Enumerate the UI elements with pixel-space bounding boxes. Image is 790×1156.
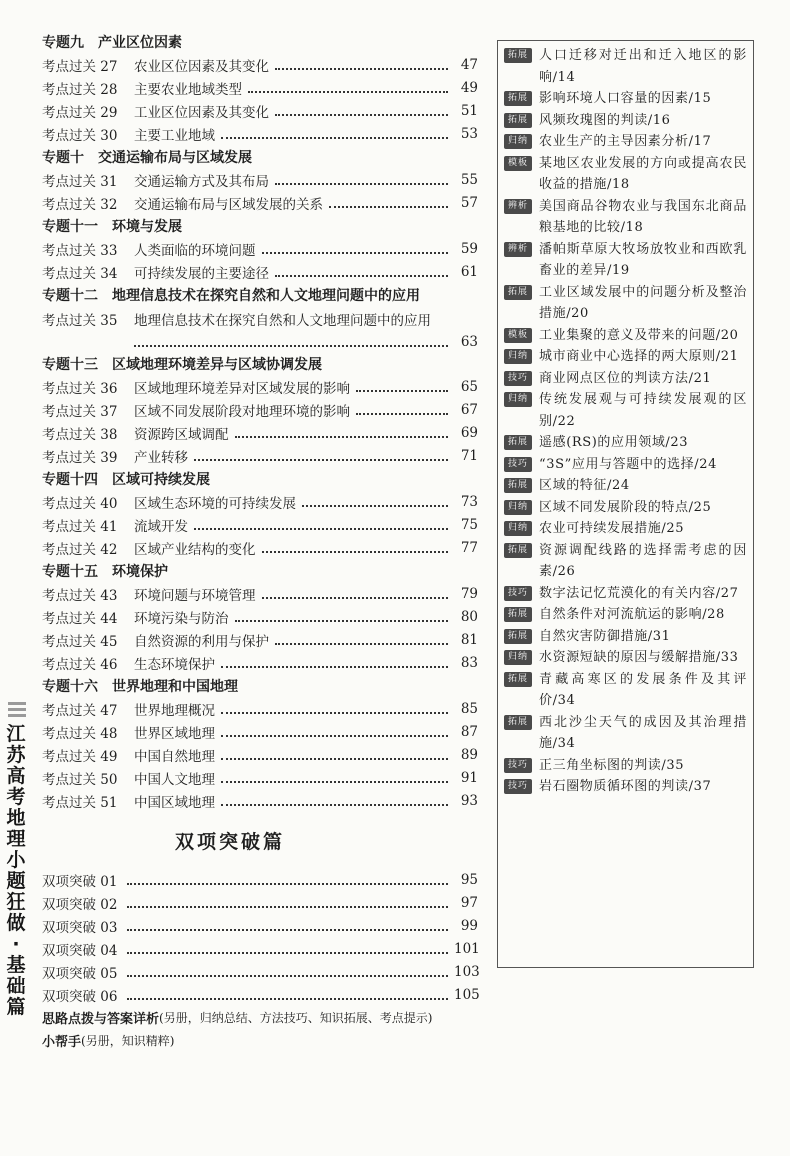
sidebar-item[interactable]: 拓展 自然灾害防御措施/31 [504,626,747,648]
dot-leader [235,620,449,622]
sidebar-item[interactable]: 模板 工业集聚的意义及带来的问题/20 [504,325,747,347]
toc-entry[interactable]: 双项突破 02 97 [42,894,478,913]
tag-badge: 归纳 [504,500,532,515]
sidebar-item[interactable]: 拓展 人口迁移对迁出和迁入地区的影响/14 [504,45,747,88]
toc-entry[interactable]: 考点过关 49 中国自然地理 89 [42,746,478,765]
section-heading[interactable]: 专题十六 世界地理和中国地理 [42,678,238,695]
toc-entry[interactable]: 考点过关 46 生态环境保护 83 [42,654,478,673]
dot-leader [221,666,448,668]
dot-leader [275,114,448,116]
dot-leader [194,528,448,530]
sidebar-item[interactable]: 技巧 商业网点区位的判读方法/21 [504,368,747,390]
sidebar-item[interactable]: 归纳 区域不同发展阶段的特点/25 [504,497,747,519]
spine-bars-top [8,702,26,720]
dot-leader [134,345,448,347]
toc-entry[interactable]: 考点过关 40 区域生态环境的可持续发展 73 [42,493,478,512]
sidebar-item[interactable]: 拓展 工业区域发展中的问题分析及整治措施/20 [504,282,747,325]
part-heading-dual-breakthrough[interactable]: 双项突破篇 [174,830,285,853]
toc-entry[interactable]: 双项突破 06 105 [42,986,480,1005]
tag-badge: 拓展 [504,91,532,106]
toc-entry[interactable]: 考点过关 29 工业区位因素及其变化 51 [42,102,478,121]
tag-badge: 技巧 [504,758,532,773]
section-heading[interactable]: 专题十一 环境与发展 [42,218,182,235]
tag-badge: 拓展 [504,478,532,493]
sidebar-item[interactable]: 技巧 岩石圈物质循环图的判读/37 [504,776,747,798]
sidebar-item[interactable]: 归纳 农业可持续发展措施/25 [504,518,747,540]
toc-entry[interactable]: 考点过关 47 世界地理概况 85 [42,700,478,719]
toc-entry[interactable]: 考点过关 39 产业转移 71 [42,447,478,466]
toc-entry[interactable]: 考点过关 27 农业区位因素及其变化 47 [42,56,478,75]
sidebar-item[interactable]: 拓展 自然条件对河流航运的影响/28 [504,604,747,626]
toc-entry[interactable]: 考点过关 41 流域开发 75 [42,516,478,535]
tag-badge: 模板 [504,328,532,343]
tag-badge: 归纳 [504,650,532,665]
toc-entry[interactable]: 考点过关 43 环境问题与环境管理 79 [42,585,478,604]
section-heading[interactable]: 专题十三 区域地理环境差异与区域协调发展 [42,356,322,373]
sidebar-item[interactable]: 技巧 “3S”应用与答题中的选择/24 [504,454,747,476]
toc-entry[interactable]: 考点过关 30 主要工业地域 53 [42,125,478,144]
dot-leader [221,712,448,714]
tag-badge: 拓展 [504,113,532,128]
dot-leader [127,906,448,908]
toc-entry[interactable]: 考点过关 33 人类面临的环境问题 59 [42,240,478,259]
dot-leader [127,998,448,1000]
dot-leader [329,206,448,208]
toc-entry[interactable]: 考点过关 36 区域地理环境差异对区域发展的影响 65 [42,378,478,397]
sidebar-item[interactable]: 辨析 潘帕斯草原大牧场放牧业和西欧乳畜业的差异/19 [504,239,747,282]
dot-leader [221,781,448,783]
dot-leader [127,975,448,977]
tag-badge: 拓展 [504,715,532,730]
tag-badge: 拓展 [504,672,532,687]
spine-text: 江苏高考地理 小题狂做·基础篇 [6,723,26,1018]
tag-badge: 拓展 [504,543,532,558]
dot-leader [302,505,448,507]
tag-badge: 辨析 [504,242,532,257]
tag-badge: 辨析 [504,199,532,214]
dot-leader [221,735,448,737]
dot-leader [275,183,448,185]
dot-leader [262,551,449,553]
sidebar-item[interactable]: 技巧 正三角坐标图的判读/35 [504,755,747,777]
dot-leader [221,758,448,760]
sidebar-item[interactable]: 拓展 影响环境人口容量的因素/15 [504,88,747,110]
sidebar-item[interactable]: 技巧 数字法记忆荒漠化的有关内容/27 [504,583,747,605]
toc-entry[interactable]: 考点过关 37 区域不同发展阶段对地理环境的影响 67 [42,401,478,420]
toc-entry[interactable]: 考点过关 34 可持续发展的主要途径 61 [42,263,478,282]
tag-badge: 归纳 [504,521,532,536]
dot-leader [262,252,449,254]
section-heading[interactable]: 专题十 交通运输布局与区域发展 [42,149,252,166]
toc-entry[interactable]: 考点过关 32 交通运输布局与区域发展的关系 57 [42,194,478,213]
footer-helper-note[interactable]: 小帮手 (另册，知识精粹) [42,1034,175,1050]
tag-badge: 归纳 [504,134,532,149]
tag-badge: 技巧 [504,586,532,601]
sidebar-item[interactable]: 模板 某地区农业发展的方向或提高农民收益的措施/18 [504,153,747,196]
toc-entry[interactable]: 双项突破 01 95 [42,871,478,890]
toc-entry[interactable]: 考点过关 48 世界区域地理 87 [42,723,478,742]
sidebar-item[interactable]: 拓展 风频玫瑰图的判读/16 [504,110,747,132]
footer-answers-note[interactable]: 思路点拨与答案详析 (另册，归纳总结、方法技巧、知识拓展、考点提示) [42,1011,433,1027]
dot-leader [275,68,448,70]
tag-badge: 拓展 [504,607,532,622]
sidebar-item[interactable]: 归纳 水资源短缺的原因与缓解措施/33 [504,647,747,669]
dot-leader [127,883,448,885]
toc-entry[interactable]: 双项突破 05 103 [42,963,480,982]
dot-leader [275,275,448,277]
section-heading[interactable]: 专题十五 环境保护 [42,563,168,580]
toc-entry[interactable]: 考点过关 51 中国区域地理 93 [42,792,478,811]
tag-badge: 拓展 [504,435,532,450]
toc-entry[interactable]: 考点过关 50 中国人文地理 91 [42,769,478,788]
sidebar-item[interactable]: 辨析 美国商品谷物农业与我国东北商品粮基地的比较/18 [504,196,747,239]
tag-badge: 技巧 [504,457,532,472]
tag-badge: 模板 [504,156,532,171]
tag-badge: 归纳 [504,349,532,364]
toc-entry[interactable]: 考点过关 35 地理信息技术在探究自然和人文地理问题中的应用 63 [42,313,478,350]
toc-entry[interactable]: 考点过关 31 交通运输方式及其布局 55 [42,171,478,190]
tag-badge: 技巧 [504,371,532,386]
knowledge-sidebar [497,40,754,968]
dot-leader [248,91,448,93]
dot-leader [127,929,448,931]
section-heading[interactable]: 专题十二 地理信息技术在探究自然和人文地理问题中的应用 [42,287,420,304]
sidebar-item[interactable]: 归纳 农业生产的主导因素分析/17 [504,131,747,153]
dot-leader [221,804,448,806]
section-heading[interactable]: 专题十四 区域可持续发展 [42,471,210,488]
toc-entry[interactable]: 考点过关 44 环境污染与防治 80 [42,608,478,627]
section-heading[interactable]: 专题九 产业区位因素 [42,34,182,51]
sidebar-item[interactable]: 拓展 资源调配线路的选择需考虑的因素/26 [504,540,747,583]
dot-leader [262,597,449,599]
dot-leader [356,390,448,392]
tag-badge: 拓展 [504,629,532,644]
toc-entry[interactable]: 考点过关 28 主要农业地域类型 49 [42,79,478,98]
sidebar-item[interactable]: 拓展 区域的特征/24 [504,475,747,497]
dot-leader [221,137,448,139]
tag-badge: 归纳 [504,392,532,407]
toc-entry[interactable]: 双项突破 04 101 [42,940,480,959]
dot-leader [356,413,448,415]
table-of-contents [42,30,478,1052]
sidebar-item[interactable]: 归纳 传统发展观与可持续发展观的区别/22 [504,389,747,432]
toc-entry[interactable]: 考点过关 45 自然资源的利用与保护 81 [42,631,478,650]
sidebar-item[interactable]: 拓展 遥感(RS)的应用领域/23 [504,432,747,454]
tag-badge: 技巧 [504,779,532,794]
dot-leader [127,952,448,954]
toc-entry[interactable]: 考点过关 38 资源跨区域调配 69 [42,424,478,443]
dot-leader [235,436,449,438]
toc-entry[interactable]: 双项突破 03 99 [42,917,478,936]
tag-badge: 拓展 [504,48,532,63]
dot-leader [275,643,448,645]
sidebar-item[interactable]: 归纳 城市商业中心选择的两大原则/21 [504,346,747,368]
sidebar-item[interactable]: 拓展 西北沙尘天气的成因及其治理措施/34 [504,712,747,755]
dot-leader [194,459,448,461]
book-spine-label [0,700,30,1018]
tag-badge: 拓展 [504,285,532,300]
toc-entry[interactable]: 考点过关 42 区域产业结构的变化 77 [42,539,478,558]
sidebar-item[interactable]: 拓展 青藏高寒区的发展条件及其评价/34 [504,669,747,712]
